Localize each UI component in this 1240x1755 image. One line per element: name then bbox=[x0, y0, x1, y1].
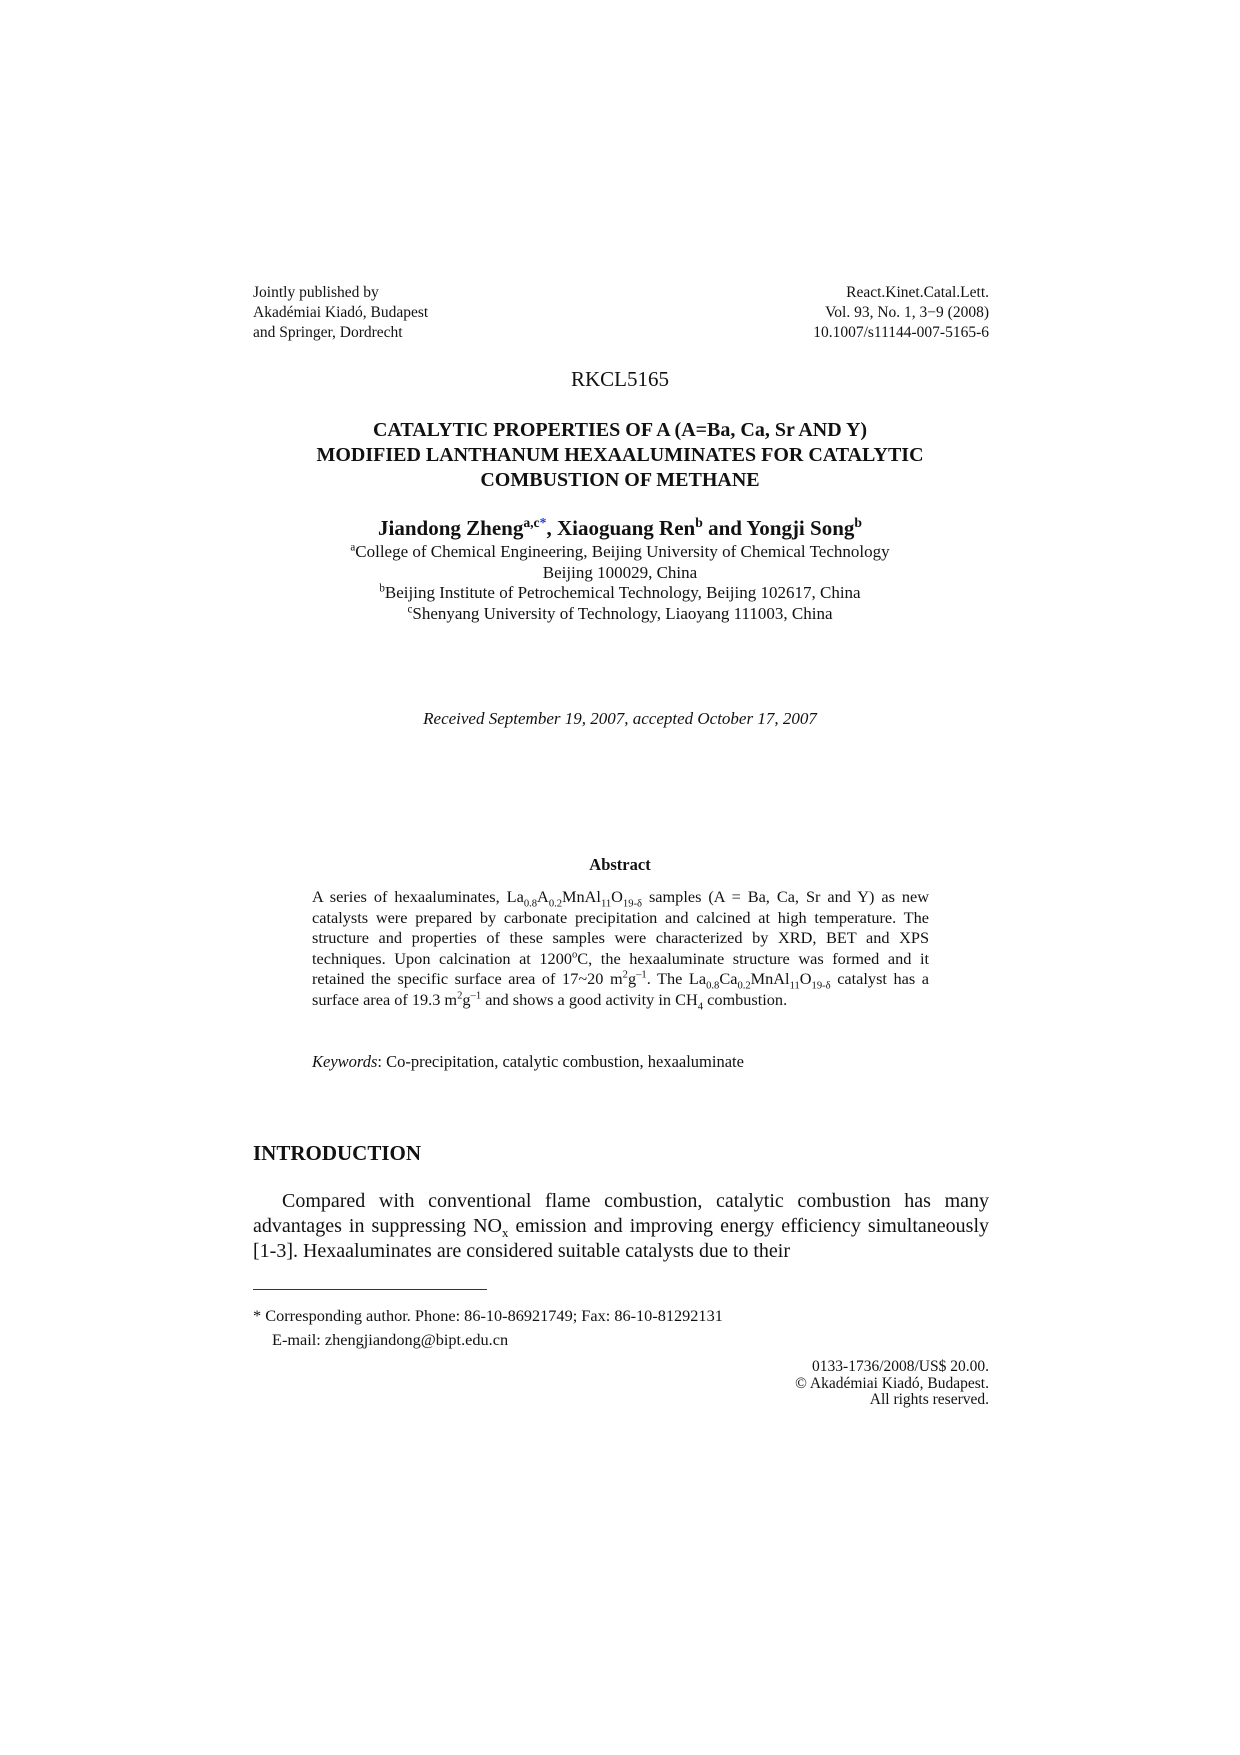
author-name: Xiaoguang Ren bbox=[556, 516, 696, 540]
author-separator: and bbox=[702, 516, 747, 540]
publisher-info bbox=[253, 283, 653, 343]
title-line: COMBUSTION OF METHANE bbox=[480, 469, 760, 491]
copyright-notice bbox=[700, 1359, 989, 1409]
affil-mark: b bbox=[379, 582, 385, 595]
copyright-line: © Akadémiai Kiadó, Budapest. bbox=[795, 1374, 989, 1392]
author-affil-mark: b bbox=[854, 515, 862, 530]
keywords-label: Keywords bbox=[312, 1052, 378, 1071]
author-affil-mark: b bbox=[695, 515, 703, 530]
author-name: Jiandong Zheng bbox=[378, 516, 524, 540]
keywords-text: : Co-precipitation, catalytic combustion, hexaaluminate bbox=[377, 1052, 744, 1071]
journal-volume: Vol. 93, No. 1, 3−9 (2008) bbox=[825, 304, 989, 321]
affil-mark: c bbox=[407, 602, 413, 615]
author-list bbox=[250, 514, 990, 542]
affil-text: Shenyang University of Technology, Liaoyang 111003, China bbox=[412, 603, 833, 623]
author-affil-mark: a,c* bbox=[523, 515, 547, 530]
abstract-body: A series of hexaaluminates, $La_{0.8}A_{0.2}MnAl_{11}O_{19-\delta}$ samples (A = Ba, Ca, Sr and Y) as new catalysts were prepared by carbonate precipitation and calcined at high temperature. The structure and properties of these samples were characterized by XRD, BET and XPS techniques. Upon calcination at 1200$^o$C, the hexaaluminate structure was formed and it retained the specific surface area of 17~20 $m^2g^{-1}$. The $La_{0.8}Ca_{0.2}MnAl_{11}O_{19-\delta}$ catalyst has a surface area of 19.3 $m^2g^{-1}$ and shows a good activity in $CH_4$ combustion. bbox=[312, 887, 930, 1013]
paper-title bbox=[250, 418, 990, 493]
section-heading-introduction: INTRODUCTION bbox=[253, 1141, 422, 1165]
article-code: RKCL5165 bbox=[570, 367, 669, 391]
introduction-paragraph: Compared with conventional flame combustion, catalytic combustion has many advantages in suppressing $NO_x$ emission and improving energy efficiency simultaneously [1-3]. Hexaaluminates are considered suitable catalysts due to their bbox=[253, 1190, 989, 1262]
journal-name: React.Kinet.Catal.Lett. bbox=[846, 284, 989, 301]
journal-info bbox=[700, 283, 989, 343]
author-separator: , bbox=[546, 516, 557, 540]
footnote-contact: * Corresponding author. Phone: 86-10-86921749; Fax: 86-10-81292131 bbox=[253, 1306, 723, 1325]
affiliation-a-city: Beijing 100029, China bbox=[542, 562, 698, 582]
affiliation-a bbox=[250, 542, 990, 563]
footnote-email[interactable]: E-mail: zhengjiandong@bipt.edu.cn bbox=[272, 1330, 509, 1349]
title-line: MODIFIED LANTHANUM HEXAALUMINATES FOR CATALYTIC bbox=[316, 444, 924, 466]
title-line: CATALYTIC PROPERTIES OF A (A=Ba, Ca, Sr AND Y) bbox=[372, 419, 868, 441]
affiliation-b bbox=[250, 583, 990, 604]
affiliations bbox=[250, 542, 990, 624]
footnote-divider bbox=[253, 1289, 487, 1290]
publisher-line: Akadémiai Kiadó, Budapest bbox=[253, 304, 429, 321]
affiliation-c bbox=[250, 604, 990, 625]
abstract-heading: Abstract bbox=[589, 855, 651, 874]
affil-text: Beijing Institute of Petrochemical Technology, Beijing 102617, China bbox=[384, 583, 861, 602]
affil-text: College of Chemical Engineering, Beijing University of Chemical Technology bbox=[355, 542, 890, 561]
author-name: Yongji Song bbox=[746, 516, 855, 540]
received-dates: Received September 19, 2007, accepted October 17, 2007 bbox=[423, 709, 817, 728]
corresponding-mark[interactable]: * bbox=[539, 515, 547, 530]
publisher-line: and Springer, Dordrecht bbox=[253, 324, 403, 341]
footnote bbox=[253, 1304, 723, 1352]
publisher-line: Jointly published by bbox=[253, 284, 379, 301]
affil-mark: a bbox=[350, 541, 356, 554]
copyright-line: All rights reserved. bbox=[869, 1391, 989, 1409]
journal-doi: 10.1007/s11144-007-5165-6 bbox=[813, 324, 989, 341]
keywords bbox=[312, 1052, 929, 1072]
copyright-line: 0133-1736/2008/US$ 20.00. bbox=[812, 1358, 989, 1375]
